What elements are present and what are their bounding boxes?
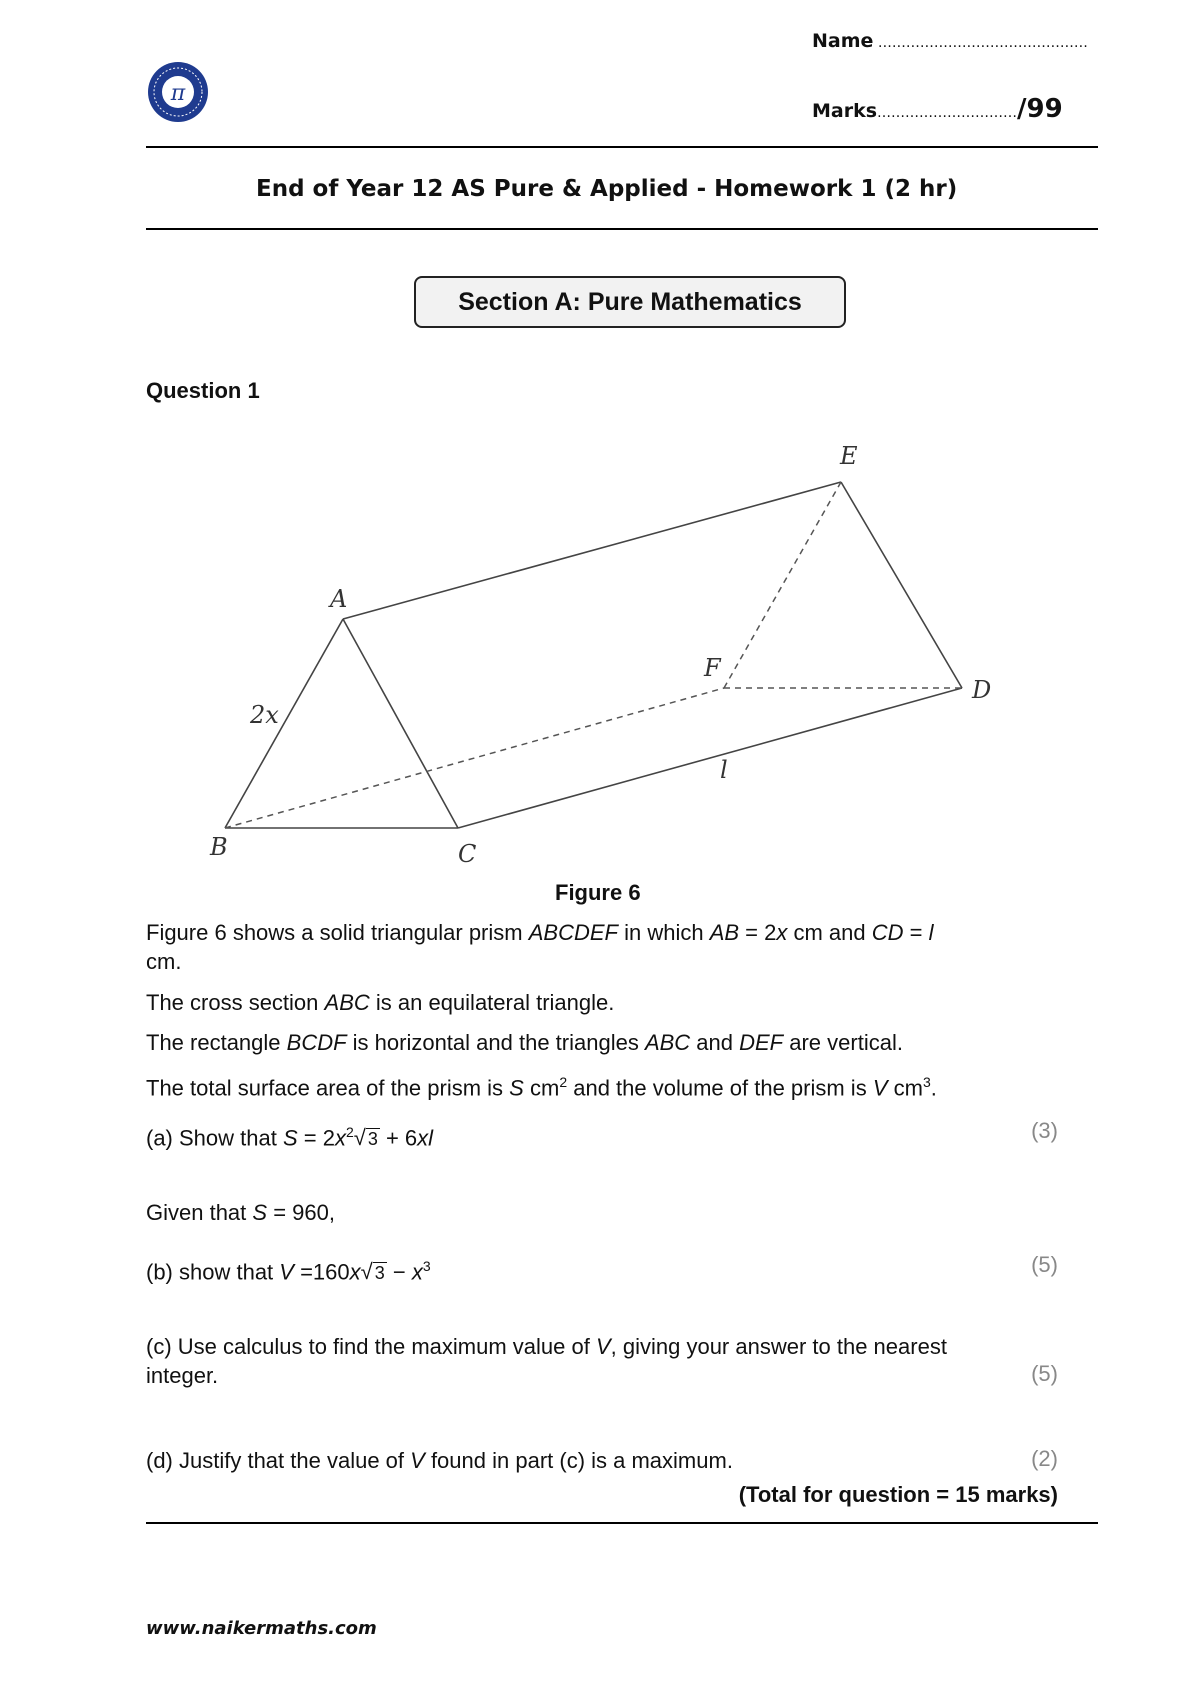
part-c-var: V	[595, 1334, 611, 1359]
vertex-f-label: F	[704, 654, 721, 682]
x-var: x	[776, 920, 788, 945]
footer-website[interactable]: www.naikermaths.com	[146, 1618, 377, 1639]
part-b-root: 3	[374, 1263, 385, 1284]
prism-length-label: l	[720, 756, 728, 784]
line-3-abc: ABC	[644, 1030, 691, 1055]
line-4-sup3: 3	[922, 1074, 931, 1090]
part-a-x: x	[334, 1125, 346, 1151]
part-b-expr1: =160	[293, 1259, 350, 1285]
l-var: l	[928, 920, 934, 945]
line-4-sup2: 2	[559, 1074, 568, 1090]
marks-total: /99	[1017, 94, 1063, 124]
marks-dots: …………………………	[877, 105, 1018, 121]
line-4-cm-2: cm	[887, 1075, 923, 1101]
part-b-x: x	[349, 1259, 361, 1285]
part-a-marks: (3)	[1031, 1118, 1058, 1143]
vertex-c-label: C	[458, 840, 477, 868]
part-d-label2: found in part (c) is a maximum.	[424, 1448, 733, 1473]
line-3-bcdf: BCDF	[286, 1030, 347, 1055]
line-2-text-c: is an equilateral triangle.	[369, 990, 615, 1015]
line-4-text-a: The total surface area of the prism is	[146, 1075, 510, 1101]
part-d-var: V	[410, 1448, 425, 1473]
part-b-sup: 3	[422, 1258, 431, 1274]
line-4-v: V	[872, 1075, 888, 1101]
section-title: Section A: Pure Mathematics	[414, 276, 846, 328]
part-c-marks: (5)	[1031, 1361, 1058, 1386]
line-3-def: DEF	[739, 1030, 784, 1055]
part-c	[146, 1332, 1066, 1390]
part-a-label: (a) Show that	[146, 1125, 283, 1151]
side-length-label: 2x	[250, 701, 279, 729]
part-c-label3: integer.	[146, 1363, 219, 1388]
vertex-a-label: A	[330, 585, 348, 613]
line-4-cm: cm	[523, 1075, 560, 1101]
ab-label: AB	[709, 920, 740, 945]
prism-name: ABCDEF	[528, 920, 618, 945]
edge-fe-hidden	[724, 482, 841, 688]
part-b-marks: (5)	[1031, 1252, 1058, 1277]
name-field[interactable]	[812, 30, 1088, 52]
line-3-text-c: is horizontal and the triangles	[346, 1030, 645, 1055]
vertex-b-label: B	[210, 833, 228, 861]
marks-label: Marks	[812, 100, 878, 122]
header-rule-top	[146, 146, 1098, 148]
part-b-label: (b) show that	[146, 1259, 280, 1285]
intro-text-6: cm.	[146, 949, 182, 974]
name-label: Name	[812, 30, 874, 52]
homework-title: End of Year 12 AS Pure & Applied - Homework 1 (2 hr)	[256, 176, 958, 202]
intro-text-2: in which	[617, 920, 710, 945]
intro-text-3: = 2	[739, 920, 777, 945]
cd-label: CD	[871, 920, 904, 945]
line-2-abc: ABC	[324, 990, 370, 1015]
part-d	[146, 1446, 1046, 1475]
given-value: = 960,	[267, 1200, 335, 1225]
edge-cd	[458, 688, 962, 828]
intro-text-4: cm and	[787, 920, 872, 945]
figure-caption: Figure 6	[555, 880, 641, 905]
part-b-sqrt	[361, 1257, 387, 1286]
rectangle-line	[146, 1028, 1046, 1057]
header-rule-bottom	[146, 228, 1098, 230]
vertex-d-label: D	[972, 676, 992, 704]
question-total: (Total for question = 15 marks)	[738, 1482, 1058, 1507]
question-title: Question 1	[146, 378, 260, 403]
line-4-s: S	[509, 1075, 524, 1101]
part-a	[146, 1118, 1046, 1152]
edge-ab	[225, 619, 343, 828]
part-a-expr1: = 2	[297, 1125, 335, 1151]
vertex-e-label: E	[840, 442, 858, 470]
part-a-sqrt	[354, 1123, 380, 1152]
part-a-expr2: + 6	[379, 1125, 418, 1151]
part-d-label1: (d) Justify that the value of	[146, 1448, 411, 1473]
part-a-sup: 2	[345, 1124, 354, 1140]
edge-ae	[343, 482, 841, 619]
radical-icon: √	[353, 1125, 366, 1151]
line-3-text-a: The rectangle	[146, 1030, 287, 1055]
name-dots: ………………………………………	[873, 35, 1088, 51]
part-a-var: S	[282, 1125, 298, 1151]
part-c-label2: , giving your answer to the nearest	[610, 1334, 947, 1359]
logo-emblem-icon	[146, 60, 210, 124]
part-b	[146, 1252, 1046, 1286]
line-4-end: .	[930, 1075, 937, 1101]
part-a-root: 3	[367, 1129, 378, 1150]
intro-text-1: Figure 6 shows a solid triangular prism	[146, 920, 529, 945]
edge-ed	[841, 482, 962, 688]
marks-field[interactable]	[812, 94, 1063, 124]
edge-ac	[343, 619, 458, 828]
line-4-text-d: and the volume of the prism is	[567, 1075, 873, 1101]
part-a-xl: xl	[417, 1125, 434, 1151]
given-text: Given that	[146, 1200, 253, 1225]
intro-paragraph	[146, 918, 1026, 976]
part-b-expr2: −	[386, 1259, 412, 1285]
part-b-var: V	[279, 1259, 294, 1285]
line-3-text-g: are vertical.	[783, 1030, 903, 1055]
line-2-text-a: The cross section	[146, 990, 325, 1015]
part-c-label1: (c) Use calculus to find the maximum value of	[146, 1334, 596, 1359]
prism-figure	[190, 430, 1010, 870]
intro-text-5: =	[903, 920, 929, 945]
given-line	[146, 1198, 1046, 1227]
logo	[146, 60, 210, 124]
radical-icon: √	[360, 1259, 373, 1285]
part-b-x2: x	[411, 1259, 423, 1285]
svg-text:π: π	[170, 81, 186, 106]
part-d-marks: (2)	[1031, 1446, 1058, 1471]
line-3-text-e: and	[690, 1030, 740, 1055]
edge-bf-hidden	[225, 688, 724, 828]
given-var: S	[252, 1200, 268, 1225]
surface-area-line	[146, 1068, 1046, 1102]
cross-section-line	[146, 988, 1046, 1017]
question-end-rule	[146, 1522, 1098, 1524]
